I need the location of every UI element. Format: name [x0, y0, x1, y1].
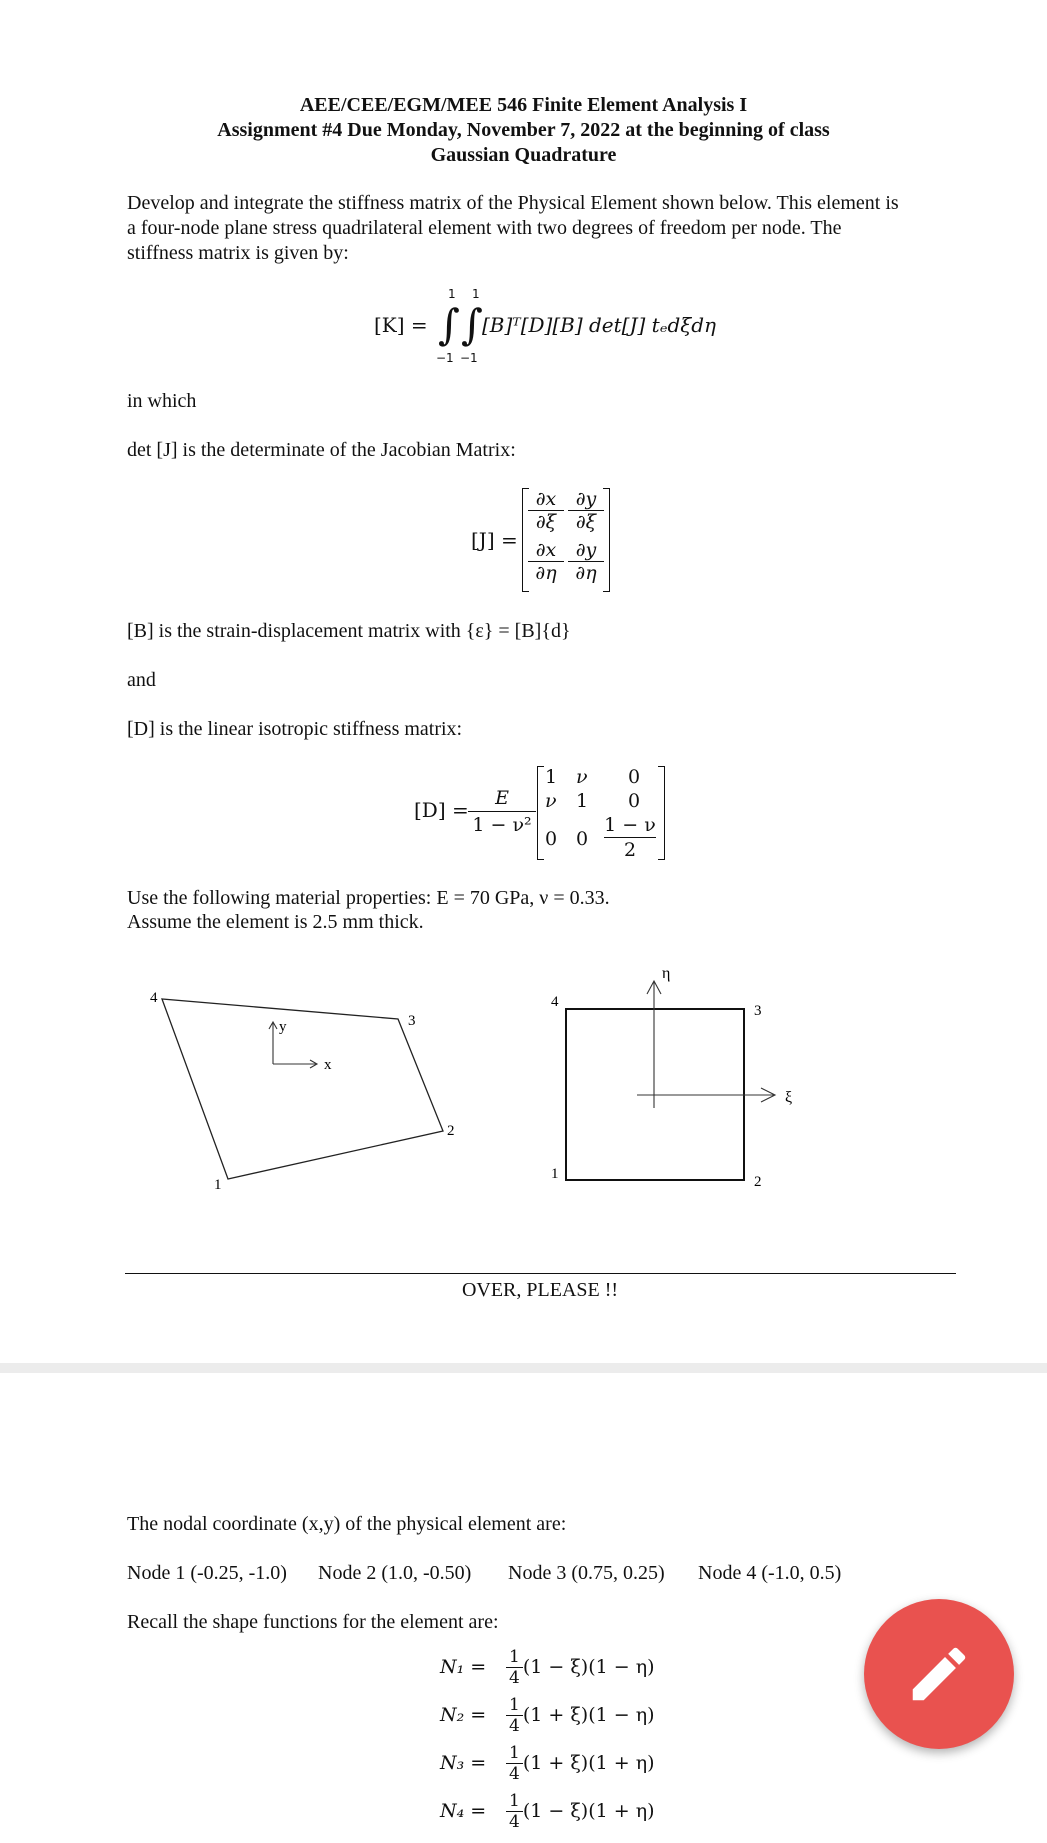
d13: 0 — [628, 766, 641, 788]
shape-function-2 — [440, 1691, 655, 1739]
page-separator — [0, 1363, 1047, 1373]
shape-intro-text: Recall the shape functions for the element are: — [127, 1611, 499, 1633]
d-desc-text: [D] is the linear isotropic stiffness matrix: — [127, 718, 463, 740]
shape-function-2-coef-den: 4 — [509, 1715, 520, 1736]
d33-num: 1 − ν — [604, 814, 656, 836]
int-lower-2: −1 — [460, 351, 478, 365]
pencil-icon — [904, 1639, 974, 1709]
d33-den: 2 — [623, 839, 637, 861]
parent-node-1: 1 — [551, 1166, 559, 1182]
shape-function-1-coef-num: 1 — [506, 1647, 523, 1668]
j11-num: ∂x — [528, 488, 564, 511]
shape-function-4-lhs: N₄ = — [440, 1800, 487, 1822]
shape-function-1 — [440, 1643, 655, 1691]
physical-node-4: 4 — [150, 990, 158, 1006]
j12-den: ∂ξ — [575, 511, 597, 533]
d-lhs: [D] = — [414, 798, 469, 822]
node-2-coord: Node 2 (1.0, -0.50) — [318, 1562, 472, 1584]
shape-function-1-coef-den: 4 — [509, 1667, 520, 1688]
k-lhs: [K] = — [374, 313, 428, 337]
jacobian-matrix — [522, 488, 610, 592]
j12-num: ∂y — [568, 488, 604, 511]
shape-function-2-coef-num: 1 — [506, 1695, 523, 1716]
edit-fab-button[interactable] — [864, 1599, 1014, 1749]
shape-function-3-coef-num: 1 — [506, 1743, 523, 1764]
thickness-text: Assume the element is 2.5 mm thick. — [127, 911, 424, 933]
parent-node-3: 3 — [754, 1003, 762, 1019]
node-1-coord: Node 1 (-0.25, -1.0) — [127, 1562, 287, 1584]
intro-line-1: Develop and integrate the stiffness matrix of the Physical Element shown below. This element is — [127, 192, 899, 214]
j22-num: ∂y — [568, 539, 604, 562]
k-integrand: [B]ᵀ[D][B] det[J] tₑdξdη — [482, 313, 717, 337]
d-coefficient — [468, 785, 536, 838]
det-j-text: det [J] is the determinate of the Jacobian Matrix: — [127, 439, 516, 461]
physical-node-2: 2 — [447, 1123, 455, 1139]
course-title: AEE/CEE/EGM/MEE 546 Finite Element Analysis I — [299, 94, 748, 116]
physical-node-3: 3 — [408, 1013, 416, 1029]
assignment-title: Assignment #4 Due Monday, November 7, 2022 at the beginning of class — [217, 119, 830, 141]
shape-function-1-lhs: N₁ = — [440, 1656, 487, 1678]
j21-num: ∂x — [528, 539, 564, 562]
shape-function-4-coef-den: 4 — [509, 1811, 520, 1832]
intro-line-2: a four-node plane stress quadrilateral element with two degrees of freedom per node. The — [127, 217, 842, 239]
j11-den: ∂ξ — [535, 511, 557, 533]
d11: 1 — [545, 766, 558, 788]
d31: 0 — [545, 828, 558, 850]
shape-functions — [440, 1643, 655, 1835]
material-properties-text: Use the following material properties: E = 70 GPa, ν = 0.33. — [127, 887, 610, 909]
d22: 1 — [576, 790, 589, 812]
d-matrix — [537, 766, 665, 860]
section-divider — [125, 1273, 956, 1274]
parent-axis-xi: ξ — [785, 1089, 793, 1106]
parent-node-4: 4 — [551, 994, 559, 1010]
document-page-2 — [0, 1373, 1047, 1843]
physical-node-1: 1 — [214, 1177, 222, 1193]
int-upper-2: 1 — [472, 287, 480, 301]
j-lhs: [J] = — [471, 528, 518, 552]
d21: ν — [545, 790, 557, 812]
shape-function-3 — [440, 1739, 655, 1787]
node-3-coord: Node 3 (0.75, 0.25) — [508, 1562, 665, 1584]
physical-axis-x: x — [324, 1057, 332, 1073]
in-which-text: in which — [127, 390, 197, 412]
and-text: and — [127, 669, 156, 691]
b-relation-text: [B] is the strain-displacement matrix with {ε} = [B]{d} — [127, 620, 571, 642]
int-upper-1: 1 — [448, 287, 456, 301]
shape-function-2-rhs: (1 + ξ)(1 − η) — [522, 1704, 655, 1726]
shape-function-3-coef-den: 4 — [509, 1763, 520, 1784]
shape-function-4 — [440, 1787, 655, 1835]
j21-den: ∂η — [535, 562, 557, 584]
parent-node-2: 2 — [754, 1174, 762, 1190]
shape-function-3-lhs: N₃ = — [440, 1752, 487, 1774]
over-please-text: OVER, PLEASE !! — [461, 1279, 619, 1301]
physical-element-outline — [162, 999, 443, 1179]
parent-element-figure — [540, 960, 820, 1195]
int-lower-1: −1 — [436, 351, 454, 365]
double-integral: 1 1 ∫ ∫ −1 −1 — [436, 287, 483, 365]
topic-title: Gaussian Quadrature — [430, 144, 617, 166]
shape-function-1-rhs: (1 − ξ)(1 − η) — [522, 1656, 655, 1678]
d32: 0 — [576, 828, 589, 850]
parent-axis-eta: η — [662, 965, 671, 982]
d-coef-den: 1 − ν² — [472, 814, 532, 836]
physical-axis-y: y — [279, 1019, 287, 1035]
physical-element-figure — [140, 975, 480, 1195]
d23: 0 — [628, 790, 641, 812]
d12: ν — [576, 766, 588, 788]
node-4-coord: Node 4 (-1.0, 0.5) — [698, 1562, 842, 1584]
shape-function-3-rhs: (1 + ξ)(1 + η) — [522, 1752, 655, 1774]
shape-function-4-coef-num: 1 — [506, 1791, 523, 1812]
shape-function-2-lhs: N₂ = — [440, 1704, 487, 1726]
shape-function-4-rhs: (1 − ξ)(1 + η) — [522, 1800, 655, 1822]
j22-den: ∂η — [575, 562, 597, 584]
coord-intro-text: The nodal coordinate (x,y) of the physical element are: — [127, 1513, 567, 1535]
intro-line-3: stiffness matrix is given by: — [127, 242, 349, 264]
d-coef-num: E — [468, 785, 536, 812]
